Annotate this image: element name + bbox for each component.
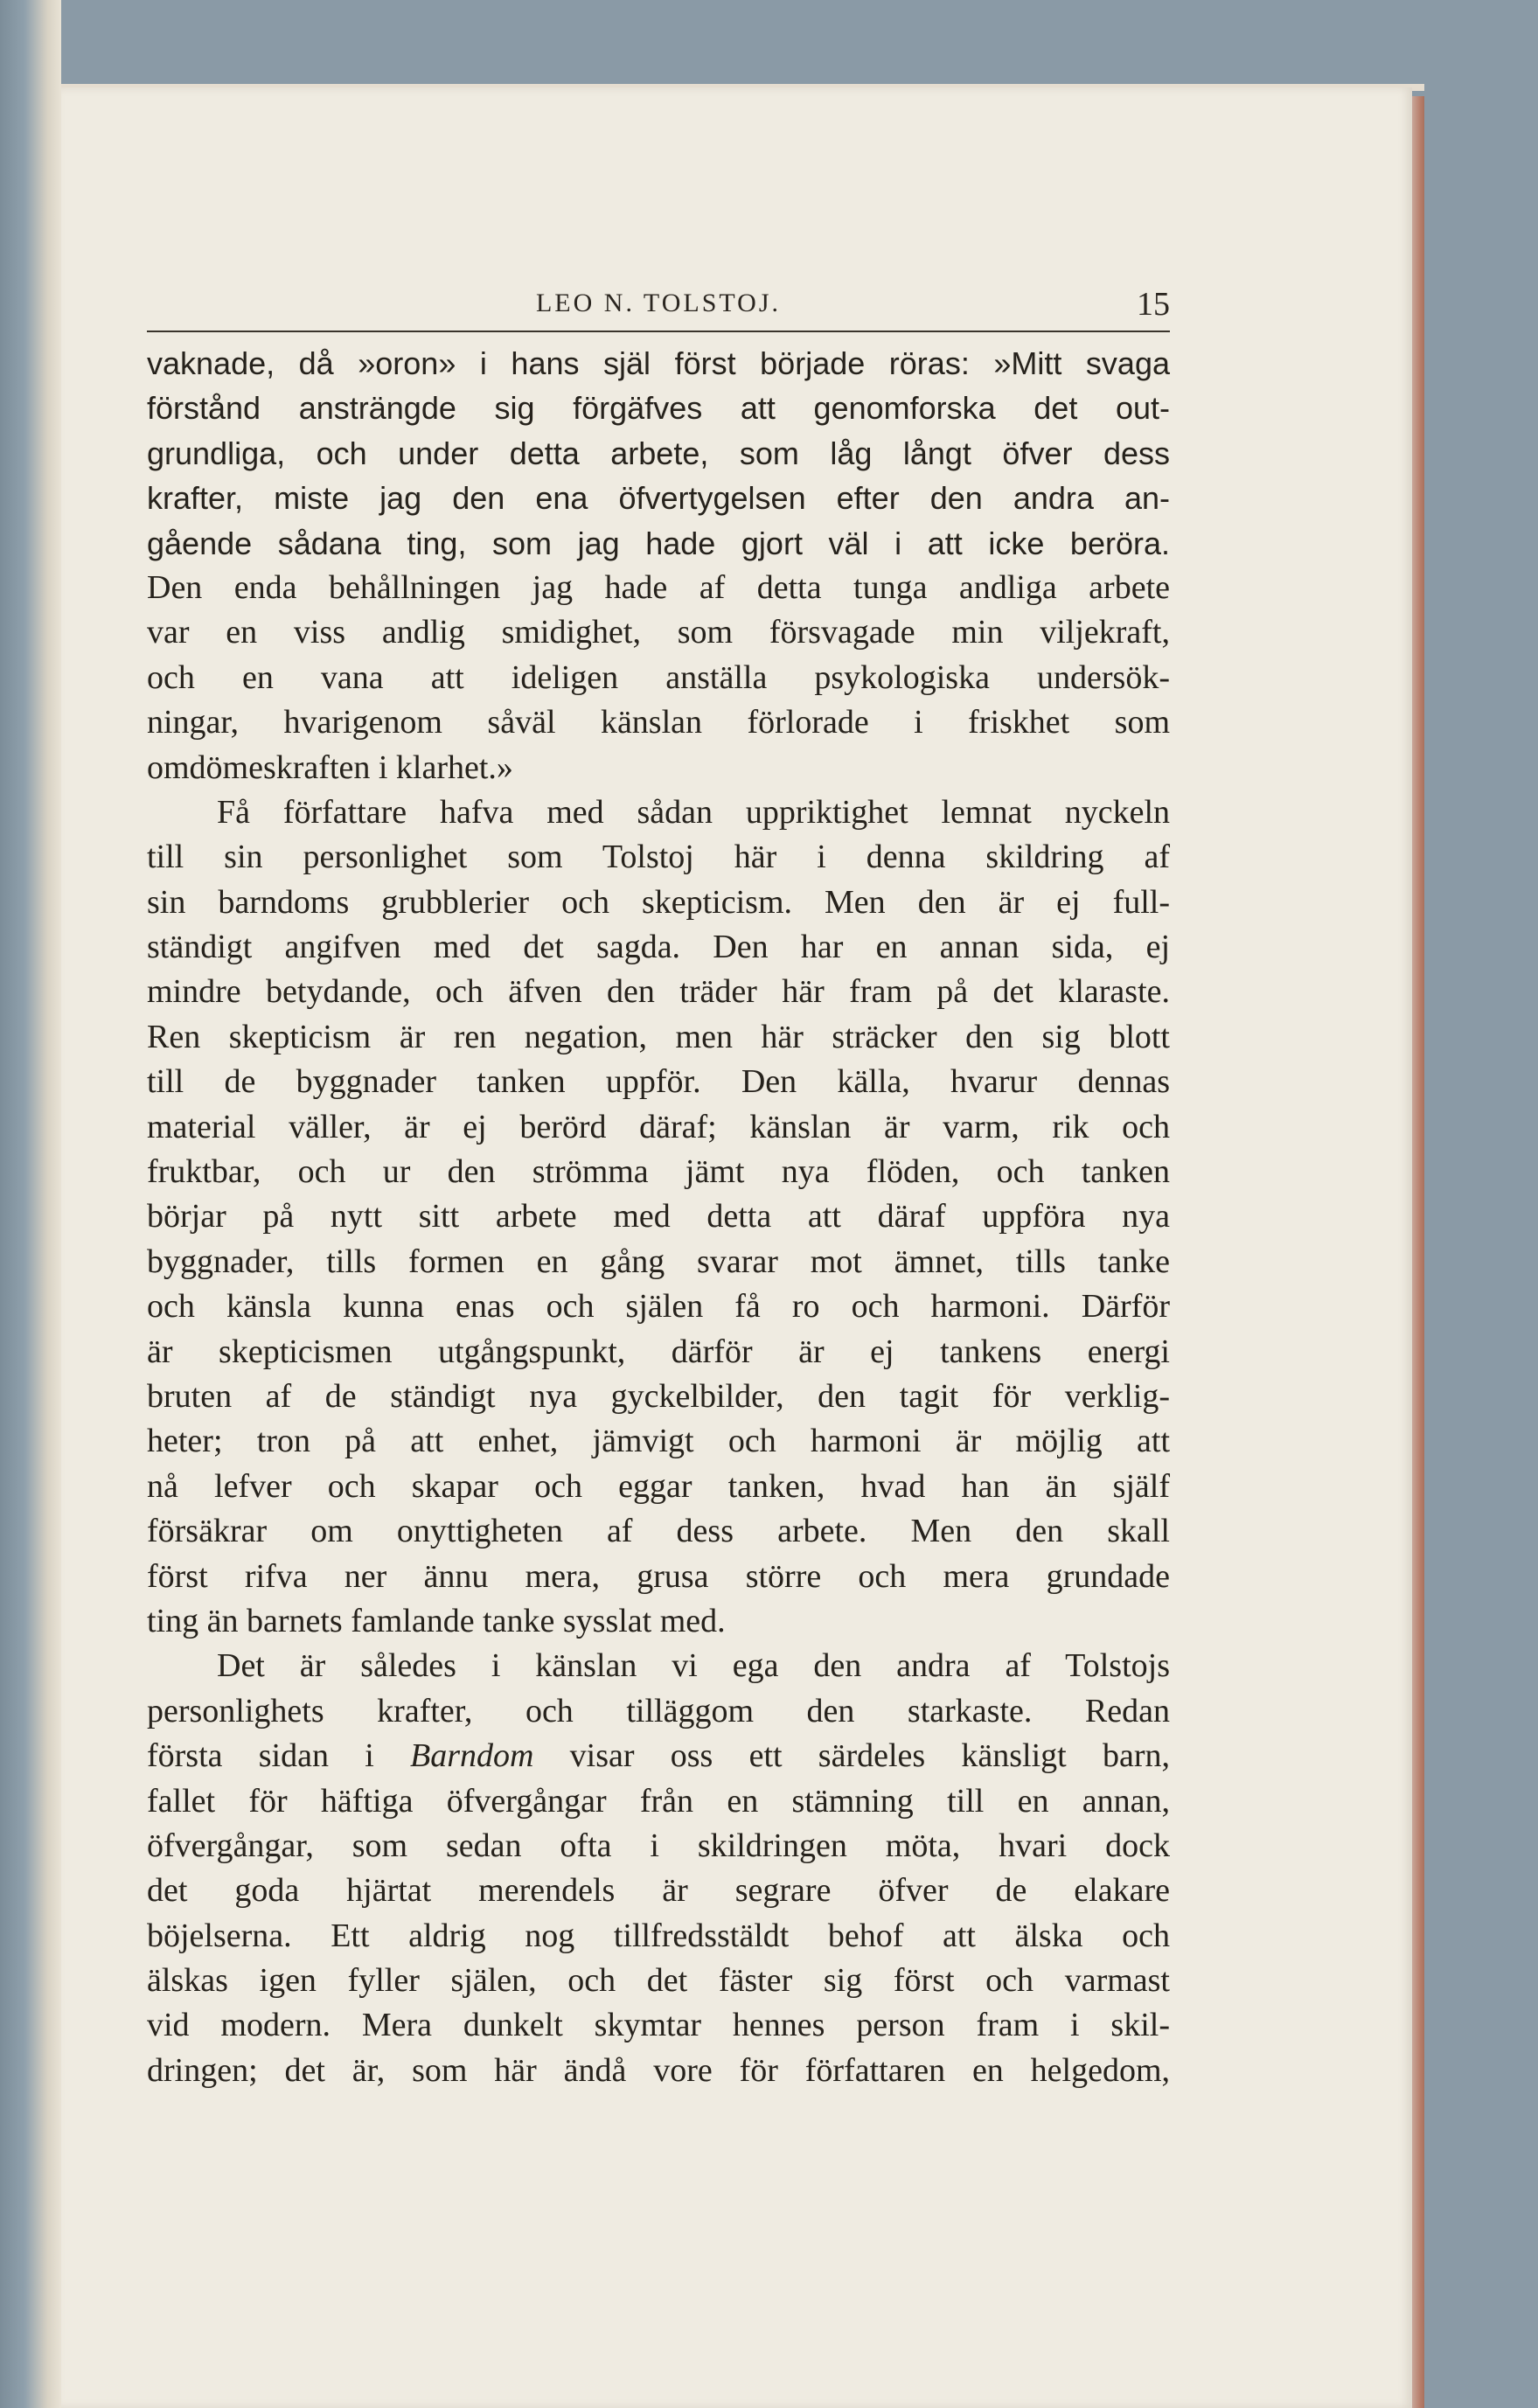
text-line: material väller, är ej berörd däraf; känslan är varm, rik och (147, 1108, 1170, 1145)
running-head (147, 286, 1170, 332)
text-line: vaknade, då »oron» i hans själ först började röras: »Mitt svaga (147, 345, 1170, 381)
text-fragment: visar oss ett särdeles känsligt barn, (533, 1737, 1170, 1775)
text-line: förstånd ansträngde sig förgäfves att genomforska det out- (147, 390, 1170, 427)
page-number: 15 (1137, 286, 1170, 323)
text-line: börjar på nytt sitt arbete med detta att däraf uppföra nya (147, 1198, 1170, 1235)
running-head-title: LEO N. TOLSTOJ. (535, 289, 782, 317)
text-line: Få författare hafva med sådan uppriktighet lemnat nyckeln (217, 793, 1170, 831)
text-line: är skepticismen utgångspunkt, därför är ej tankens energi (147, 1333, 1170, 1370)
text-line: Den enda behållningen jag hade af detta tunga andliga arbete (147, 568, 1170, 606)
text-line: krafter, miste jag den ena öfvertygelsen efter den andra an- (147, 480, 1170, 517)
text-line: heter; tron på att enhet, jämvigt och harmoni är möjlig att (147, 1423, 1170, 1460)
text-line: ständigt angifven med det sagda. Den har en annan sida, ej (147, 929, 1170, 966)
page-fore-edge (1412, 96, 1424, 2408)
text-line: gående sådana ting, som jag hade gjort väl i att icke beröra. (147, 525, 1170, 561)
text-line: och känsla kunna enas och själen få ro och harmoni. Därför (147, 1288, 1170, 1326)
text-line: ningar, hvarigenom såväl känslan förlorade i friskhet som (147, 704, 1170, 741)
text-line: nå lefver och skapar och eggar tanken, hvad han än själf (147, 1467, 1170, 1505)
text-line: grundliga, och under detta arbete, som låg långt öfver dess (147, 435, 1170, 471)
text-line: först rifva ner ännu mera, grusa större och mera grundade (147, 1557, 1170, 1595)
text-line: till sin personlighet som Tolstoj här i denna skildring af (147, 839, 1170, 876)
text-line: dringen; det är, som här ändå vore för författaren en helgedom, (147, 2051, 1170, 2089)
book-title-italic: Barndom (409, 1737, 534, 1775)
text-line: sin barndoms grubblerier och skepticism. Men den är ej full- (147, 883, 1170, 921)
text-line: försäkrar om onyttigheten af dess arbete. Men den skall (147, 1513, 1170, 1550)
text-line: böjelserna. Ett aldrig nog tillfredsstäldt behof att älska och (147, 1917, 1170, 1954)
body-text (147, 341, 1170, 2093)
text-line: fallet för häftiga öfvergångar från en stämning till en annan, (147, 1782, 1170, 1820)
text-line: fruktbar, och ur den strömma jämt nya flöden, och tanken (147, 1153, 1170, 1191)
text-line: och en vana att ideligen anställa psykologiska undersök- (147, 658, 1170, 696)
text-line: till de byggnader tanken uppför. Den källa, hvarur dennas (147, 1063, 1170, 1101)
text-line: det goda hjärtat merendels är segrare öfver de elakare (147, 1872, 1170, 1910)
text-line: ting än barnets famlande tanke sysslat med. (147, 1602, 726, 1639)
text-line: öfvergångar, som sedan ofta i skildringen möta, hvari dock (147, 1827, 1170, 1864)
text-line: var en viss andlig smidighet, som försvagade min viljekraft, (147, 614, 1170, 651)
text-line: Ren skepticism är ren negation, men här sträcker den sig blott (147, 1018, 1170, 1055)
text-line: vid modern. Mera dunkelt skymtar hennes person fram i skil- (147, 2007, 1170, 2044)
text-line: mindre betydande, och äfven den träder här fram på det klaraste. (147, 973, 1170, 1011)
text-line: byggnader, tills formen en gång svarar mot ämnet, tills tanke (147, 1242, 1170, 1280)
header-rule (147, 331, 1170, 332)
text-line: Det är således i känslan vi ega den andra af Tolstojs (217, 1647, 1170, 1685)
text-line: älskas igen fyller själen, och det fäster sig först och varmast (147, 1962, 1170, 2000)
text-line: omdömeskraften i klarhet.» (147, 748, 513, 786)
background-edge (0, 0, 61, 2408)
text-line: bruten af de ständigt nya gyckelbilder, den tagit för verklig- (147, 1377, 1170, 1415)
text-line: personlighets krafter, och tilläggom den starkaste. Redan (147, 1692, 1170, 1729)
text-fragment: första sidan i (147, 1737, 410, 1775)
text-line (147, 1734, 1170, 1778)
